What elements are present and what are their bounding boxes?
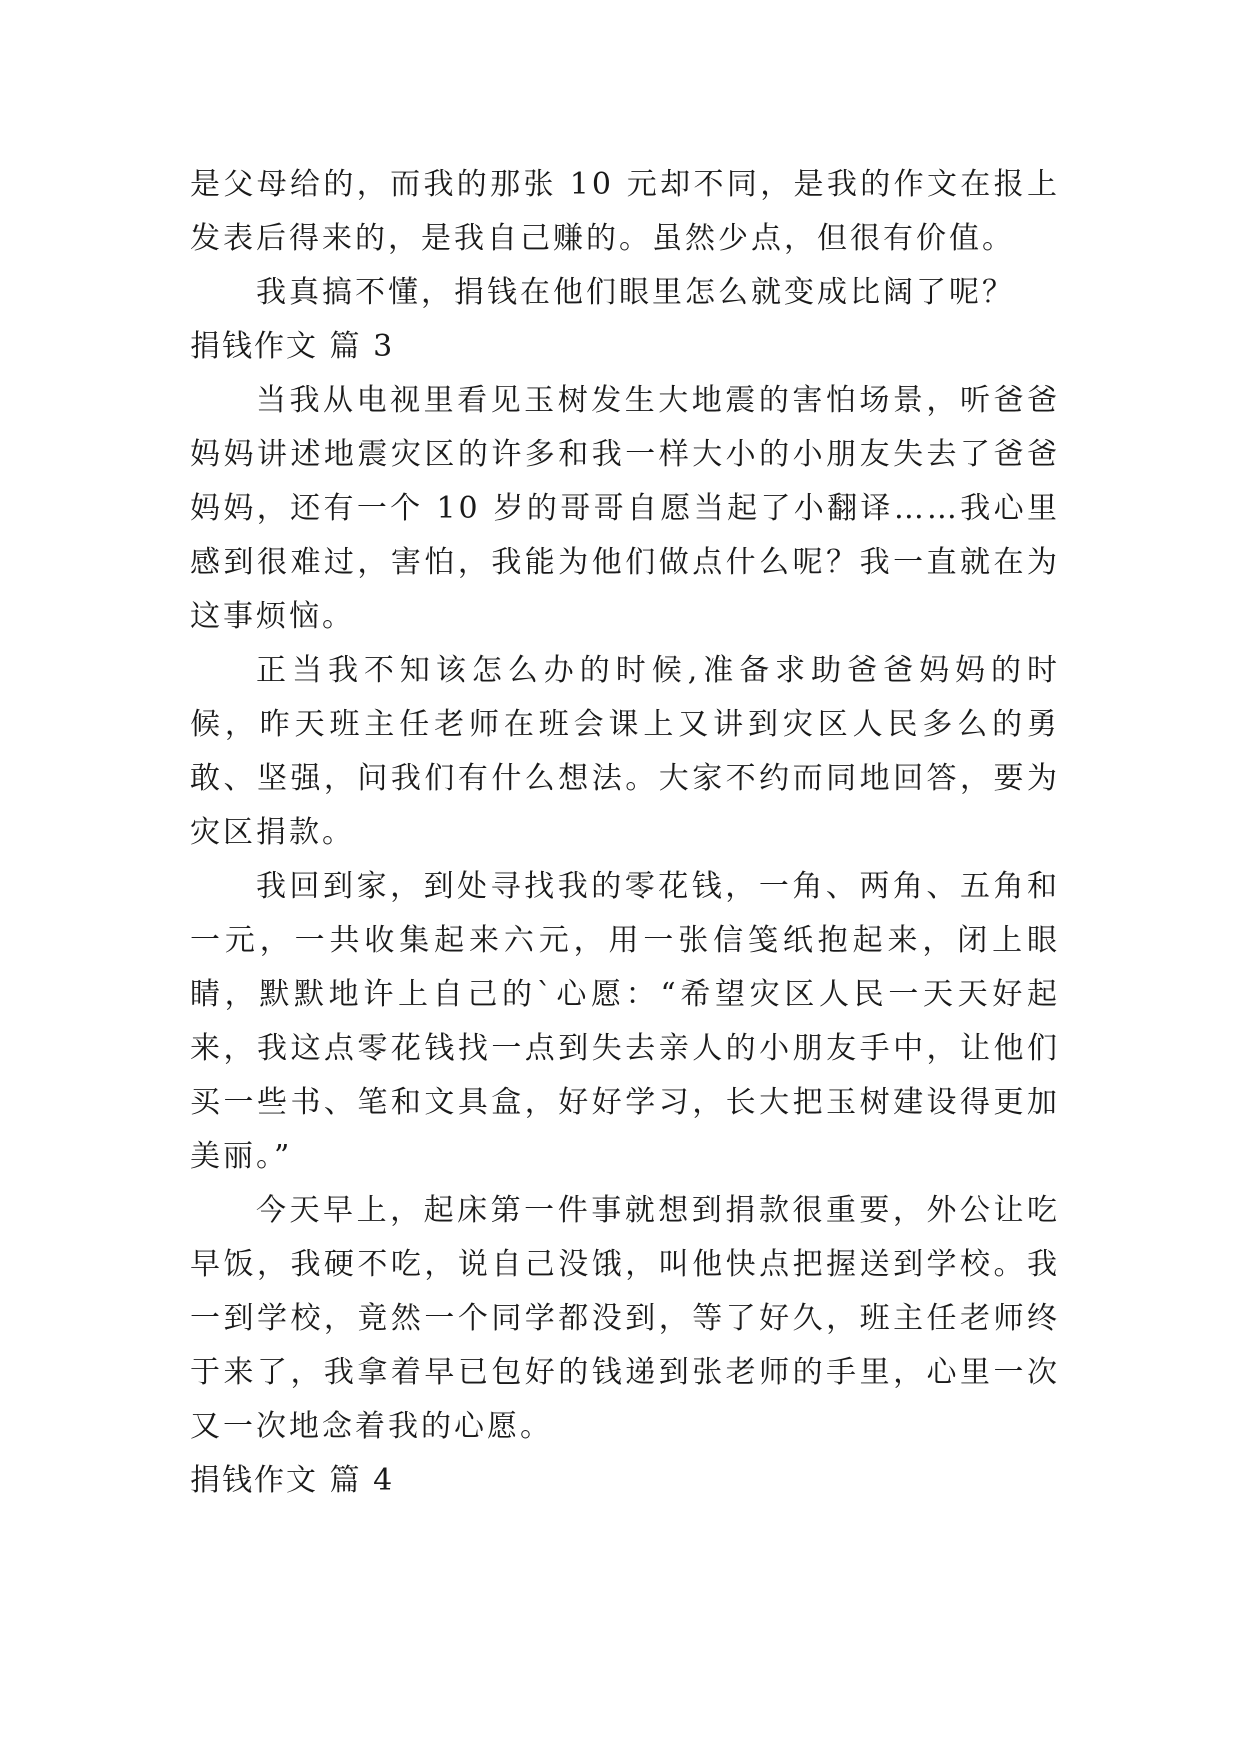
paragraph: 我回到家，到处寻找我的零花钱，一角、两角、五角和一元，一共收集起来六元，用一张信笺纸抱起来，闭上眼睛，默默地许上自己的`心愿：“希望灾区人民一天天好起来，我这点零花钱找一点到失去亲人的小朋友手中，让他们买一些书、笔和文具盒，好好学习，长大把玉树建设得更加美丽。” xyxy=(190,869,1060,1174)
section-heading: 捐钱作文 篇 3 xyxy=(190,329,395,364)
paragraph: 正当我不知该怎么办的时候,准备求助爸爸妈妈的时候，昨天班主任老师在班会课上又讲到灾区人民多么的勇敢、坚强，问我们有什么想法。大家不约而同地回答，要为灾区捐款。 xyxy=(190,653,1060,850)
document-body xyxy=(190,158,1060,1508)
section-heading: 捐钱作文 篇 4 xyxy=(190,1463,395,1498)
paragraph: 今天早上，起床第一件事就想到捐款很重要，外公让吃早饭，我硬不吃，说自己没饿，叫他快点把握送到学校。我一到学校，竟然一个同学都没到，等了好久，班主任老师终于来了，我拿着早已包好的钱递到张老师的手里，心里一次又一次地念着我的心愿。 xyxy=(190,1193,1060,1444)
paragraph-continuation: 是父母给的，而我的那张 10 元却不同，是我的作文在报上发表后得来的，是我自己赚的。虽然少点，但很有价值。 xyxy=(190,167,1060,256)
paragraph: 当我从电视里看见玉树发生大地震的害怕场景，听爸爸妈妈讲述地震灾区的许多和我一样大小的小朋友失去了爸爸妈妈，还有一个 10 岁的哥哥自愿当起了小翻译……我心里感到很难过，害怕，我能为他们做点什么呢？我一直就在为这事烦恼。 xyxy=(190,383,1060,634)
paragraph: 我真搞不懂，捐钱在他们眼里怎么就变成比阔了呢？ xyxy=(256,275,1015,310)
